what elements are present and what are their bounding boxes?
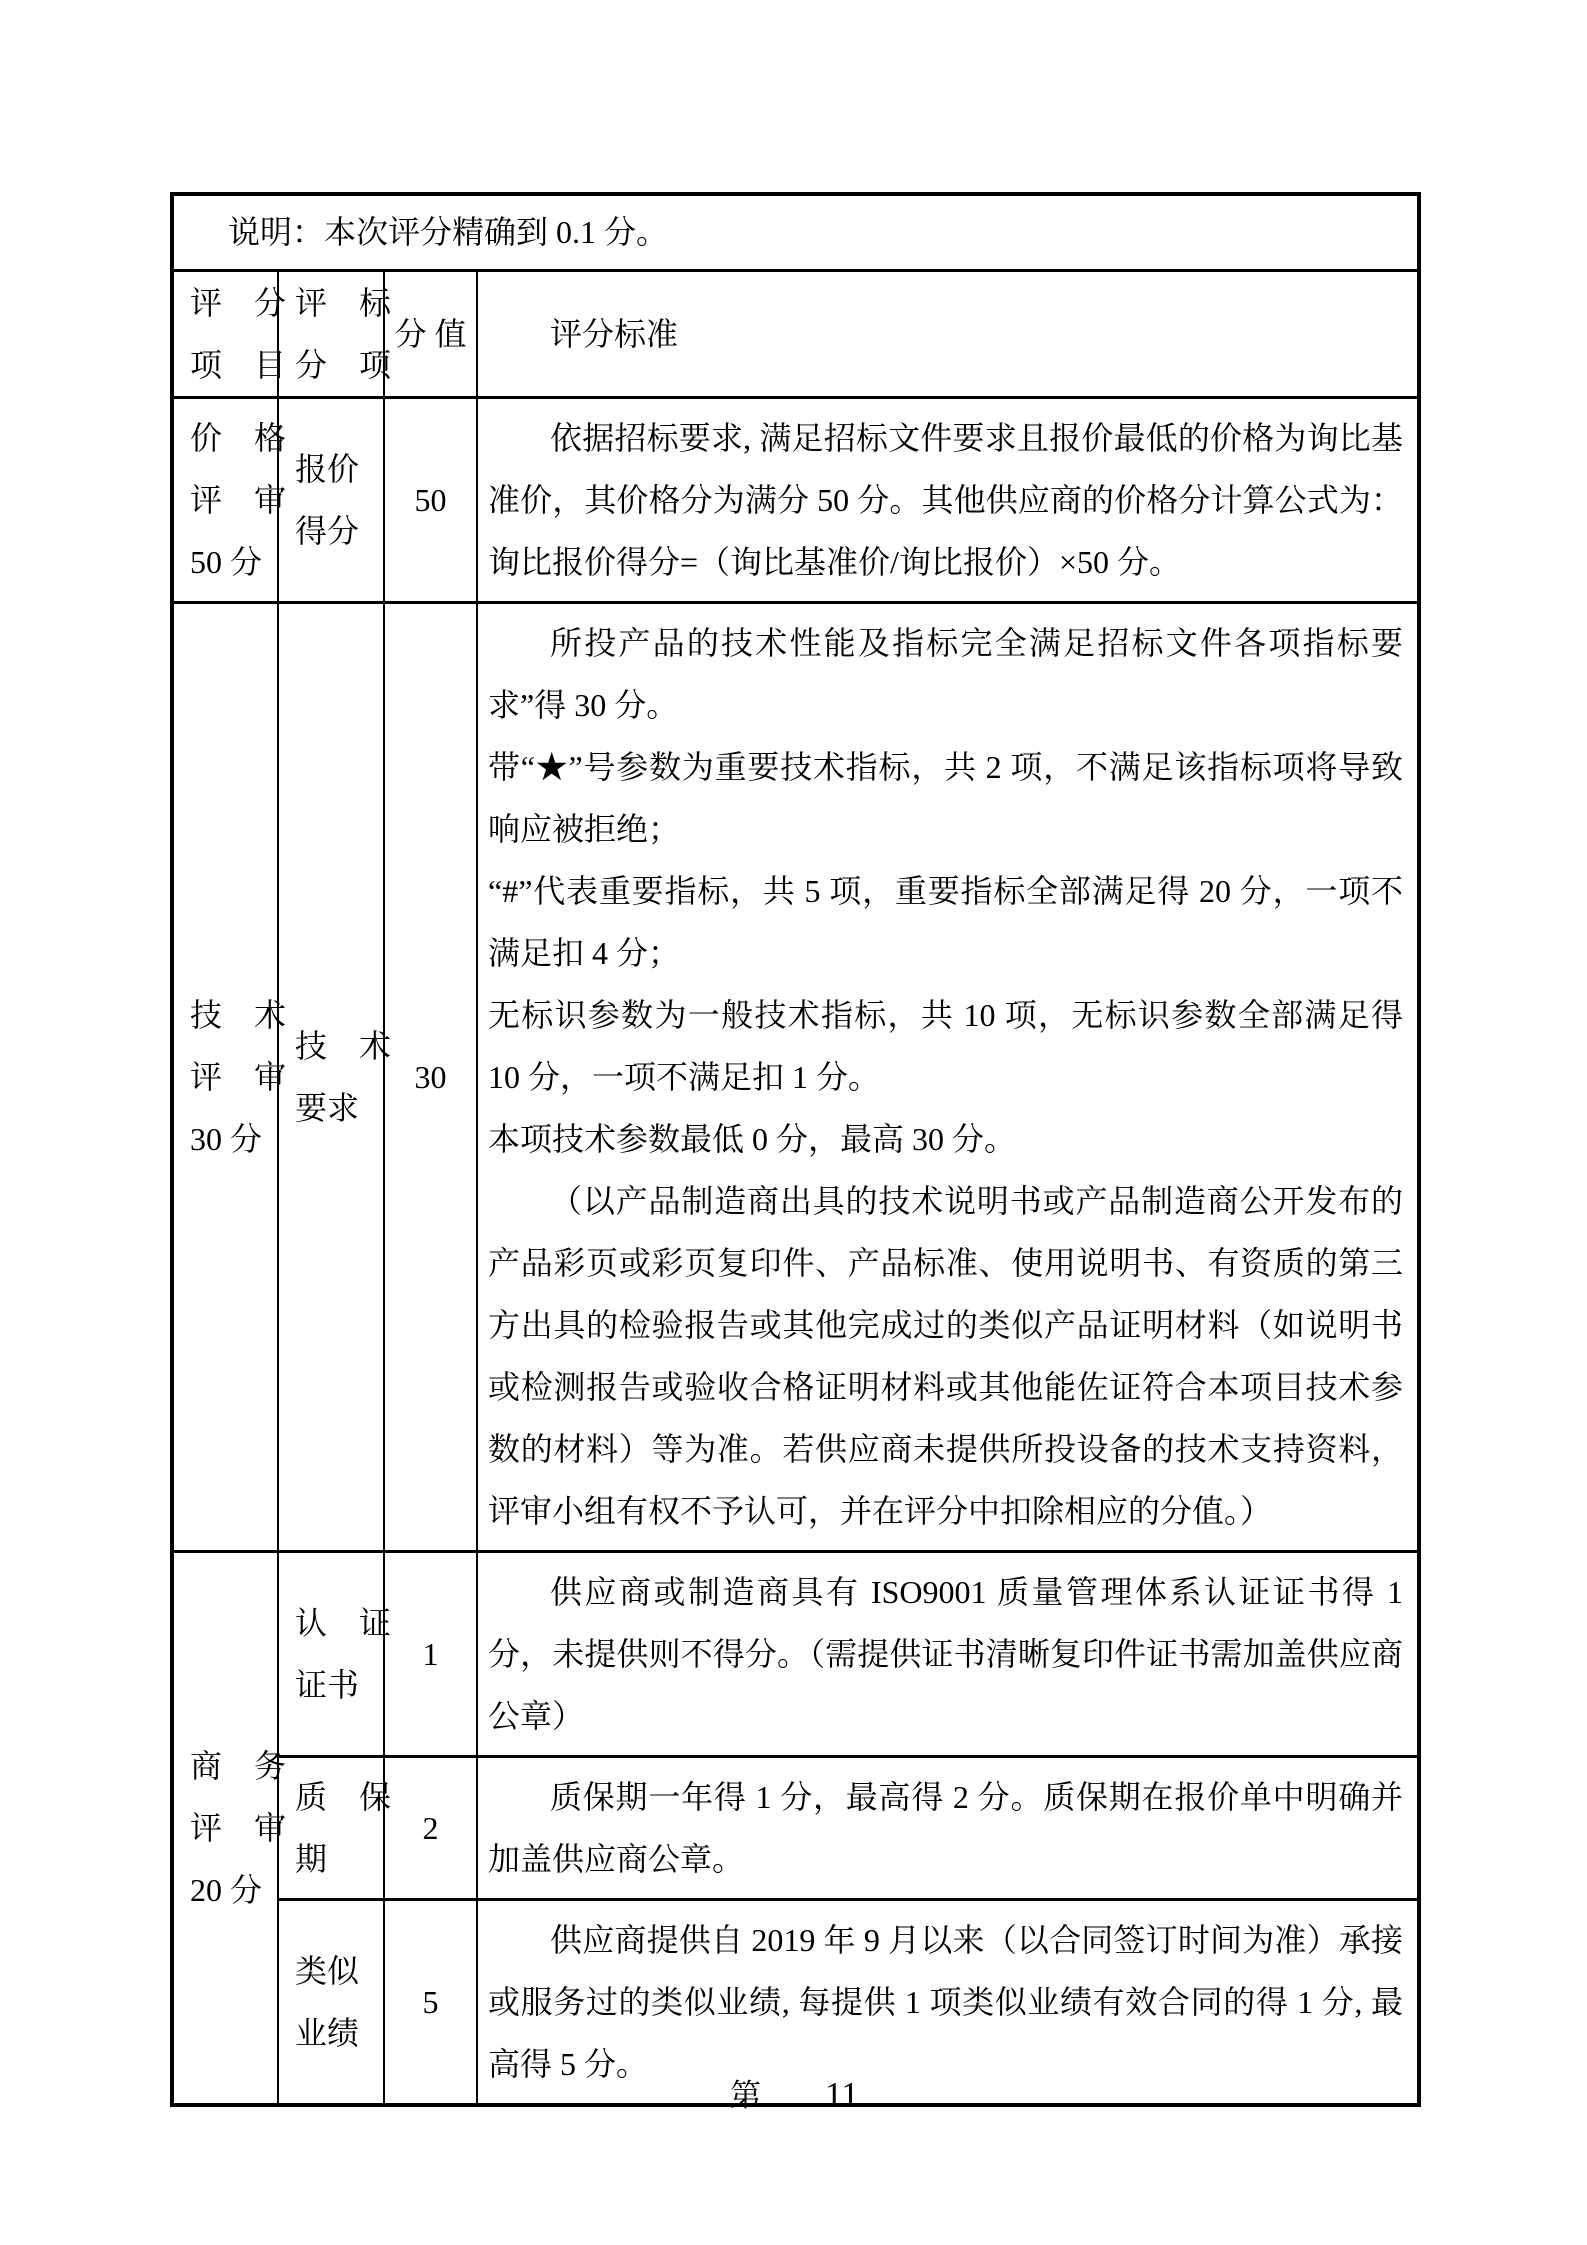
certification-sub-cell	[278, 1551, 392, 1756]
price-category-line3: 50 分	[190, 543, 263, 580]
header-sub-item-line1: 评 标	[295, 284, 392, 321]
technical-sub-cell	[278, 602, 392, 1551]
header-criteria	[477, 270, 1419, 397]
price-criteria-cell	[477, 397, 1419, 602]
price-sub-line1: 报价	[295, 450, 360, 487]
technical-criteria-cell	[477, 602, 1419, 1551]
header-score-value-text: 分 值	[394, 315, 467, 352]
warranty-row	[172, 1756, 1419, 1899]
technical-criteria-paragraph-3: “#”代表重要指标，共 5 项，重要指标全部满足得 20 分，一项不满足扣 4 分；	[488, 872, 1404, 971]
certification-criteria-paragraph: 供应商或制造商具有 ISO9001 质量管理体系认证证书得 1 分，未提供则不得分。（需提供证书清晰复印件证书需加盖供应商公章）	[488, 1573, 1404, 1734]
commercial-category-line1: 商 务	[190, 1747, 287, 1784]
note-text: 说明：本次评分精确到 0.1 分。	[228, 214, 669, 251]
warranty-criteria-paragraph: 质保期一年得 1 分，最高得 2 分。质保期在报价单中明确并加盖供应商公章。	[488, 1778, 1404, 1877]
price-category-cell	[172, 397, 287, 602]
page-footer	[730, 2075, 859, 2116]
performance-sub-line1: 类似	[295, 1952, 360, 1989]
header-scoring-item	[172, 270, 287, 397]
scoring-table	[170, 192, 1421, 2107]
commercial-category-line3: 20 分	[190, 1871, 263, 1908]
technical-criteria-paragraph-5: 本项技术参数最低 0 分，最高 30 分。	[488, 1120, 1017, 1157]
performance-criteria-cell	[477, 1899, 1419, 2105]
certification-criteria-cell	[477, 1551, 1419, 1756]
warranty-sub-line2: 期	[295, 1840, 328, 1877]
technical-category-line1: 技 术	[190, 996, 287, 1033]
similar-performance-row	[172, 1899, 1419, 2105]
certification-sub-line1: 认 证	[295, 1604, 392, 1641]
technical-criteria-paragraph-6: （以产品制造商出具的技术说明书或产品制造商公开发布的产品彩页或彩页复印件、产品标准、使用说明书、有资质的第三方出具的检验报告或其他完成过的类似产品证明材料（如说明书或检测报告或验收合格证明材料或其他能佐证符合本项目技术参数的材料）等为准。若供应商未提供所投设备的技术支持资料，评审小组有权不予认可，并在评分中扣除相应的分值。）	[488, 1182, 1404, 1529]
warranty-criteria-cell	[477, 1756, 1419, 1899]
technical-criteria-paragraph-4: 无标识参数为一般技术指标，共 10 项，无标识参数全部满足得 10 分，一项不满足扣 1 分。	[488, 996, 1404, 1095]
certification-score-cell: 1	[384, 1551, 477, 1756]
page-footer-marker: 第	[730, 2078, 761, 2113]
technical-category-line2: 评 审	[190, 1058, 287, 1095]
warranty-sub-cell	[278, 1756, 392, 1899]
certification-sub-line2: 证书	[295, 1666, 360, 1703]
commercial-category-cell	[172, 1551, 287, 2105]
page-number: 11	[825, 2075, 859, 2114]
header-sub-item	[278, 270, 392, 397]
technical-category-cell	[172, 602, 287, 1551]
technical-category-line3: 30 分	[190, 1120, 263, 1157]
price-category-line1: 价 格	[190, 419, 287, 456]
technical-criteria-paragraph-1: 所投产品的技术性能及指标完全满足招标文件各项指标要求”得 30 分。	[488, 624, 1404, 723]
header-scoring-item-line1: 评 分	[190, 284, 287, 321]
technical-criteria-paragraph-2: 带“★”号参数为重要技术指标，共 2 项，不满足该指标项将导致响应被拒绝；	[488, 748, 1404, 847]
header-score-value	[384, 270, 477, 397]
header-criteria-text: 评分标准	[550, 315, 679, 352]
warranty-sub-line1: 质 保	[295, 1778, 392, 1815]
price-criteria-paragraph: 依据招标要求, 满足招标文件要求且报价最低的价格为询比基准价，其价格分为满分 50 分。其他供应商的价格分计算公式为：询比报价得分=（询比基准价/询比报价）×50 分。	[488, 419, 1404, 580]
note-cell	[172, 194, 1419, 270]
price-score-cell: 50	[384, 397, 477, 602]
price-category-line2: 评 审	[190, 481, 287, 518]
performance-sub-line2: 业绩	[295, 2014, 360, 2051]
price-sub-cell	[278, 397, 384, 602]
technical-sub-line2: 要求	[295, 1089, 360, 1126]
technical-review-row	[172, 602, 1419, 1551]
price-review-row	[172, 397, 1419, 602]
certification-row	[172, 1551, 1419, 1756]
performance-sub-cell	[278, 1899, 384, 2105]
commercial-category-line2: 评 审	[190, 1809, 287, 1846]
warranty-score-cell: 2	[384, 1756, 477, 1899]
note-row	[172, 194, 1419, 270]
price-sub-line2: 得分	[295, 512, 360, 549]
header-scoring-item-line2: 项 目	[190, 346, 287, 383]
technical-score-cell: 30	[384, 602, 477, 1551]
table-header-row	[172, 270, 1419, 397]
performance-criteria-paragraph: 供应商提供自 2019 年 9 月以来（以合同签订时间为准）承接或服务过的类似业绩, 每提供 1 项类似业绩有效合同的得 1 分, 最高得 5 分。	[488, 1921, 1404, 2082]
technical-sub-line1: 技 术	[295, 1027, 392, 1064]
performance-score-cell: 5	[384, 1899, 477, 2105]
header-sub-item-line2: 分 项	[295, 346, 392, 383]
